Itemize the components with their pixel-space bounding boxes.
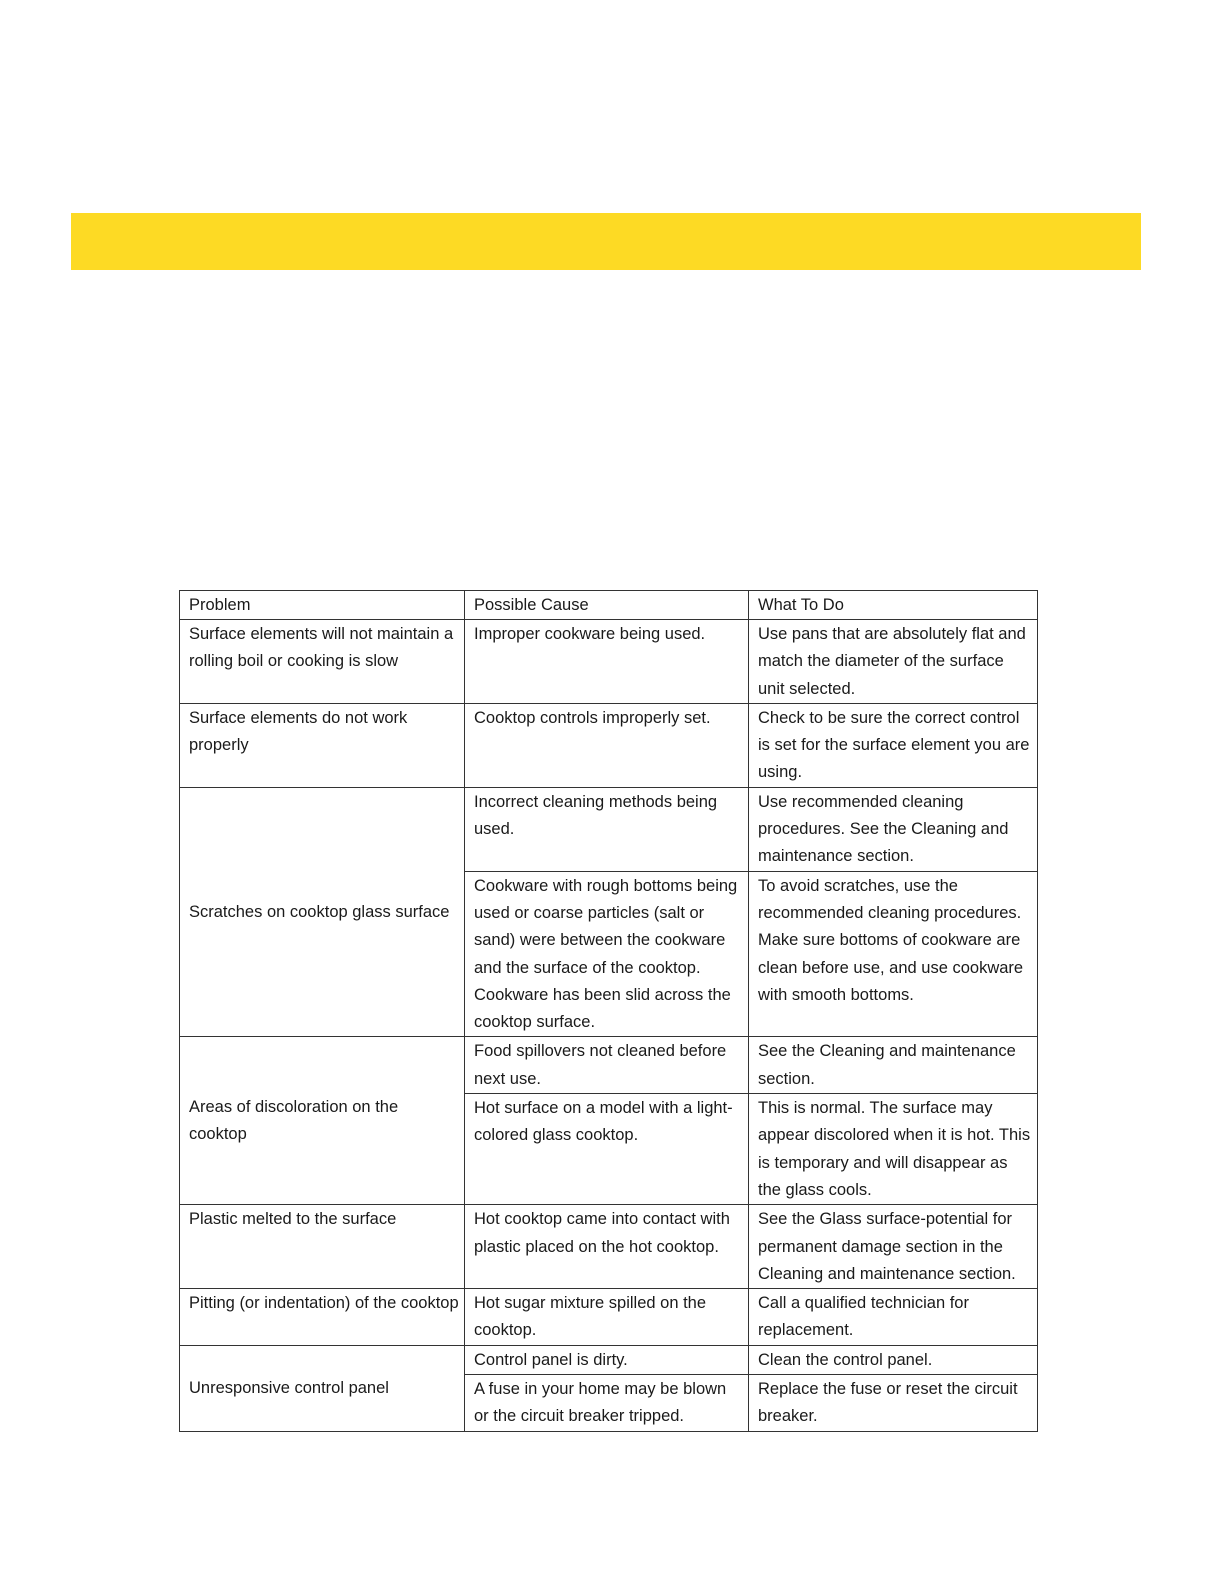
action-cell: Check to be sure the correct control is set for the surface element you are using. [749, 703, 1038, 787]
cause-cell: Hot cooktop came into contact with plastic placed on the hot cooktop. [465, 1205, 749, 1289]
table-header-row [180, 591, 1038, 620]
header-what-to-do: What To Do [749, 591, 1038, 620]
section-header-band [71, 213, 1141, 270]
cause-cell: Cookware with rough bottoms being used or coarse particles (salt or sand) were between the cookware and the surface of the cooktop. Cookware has been slid across the cooktop surface. [465, 871, 749, 1037]
action-cell: Use pans that are absolutely flat and match the diameter of the surface unit selected. [749, 620, 1038, 704]
troubleshooting-table [179, 590, 1038, 1432]
header-problem: Problem [180, 591, 465, 620]
action-cell: This is normal. The surface may appear discolored when it is hot. This is temporary and will disappear as the glass cools. [749, 1094, 1038, 1205]
table-row [180, 1037, 1038, 1094]
table-row [180, 620, 1038, 704]
problem-cell: Surface elements will not maintain a rolling boil or cooking is slow [180, 620, 465, 704]
table-row [180, 1345, 1038, 1374]
action-cell: Use recommended cleaning procedures. See the Cleaning and maintenance section. [749, 787, 1038, 871]
problem-cell: Surface elements do not work properly [180, 703, 465, 787]
cause-cell: Incorrect cleaning methods being used. [465, 787, 749, 871]
table-row [180, 703, 1038, 787]
cause-cell: Improper cookware being used. [465, 620, 749, 704]
cause-cell: Food spillovers not cleaned before next use. [465, 1037, 749, 1094]
problem-cell: Scratches on cooktop glass surface [180, 787, 465, 1037]
table-row [180, 1205, 1038, 1289]
action-cell: See the Cleaning and maintenance section. [749, 1037, 1038, 1094]
header-possible-cause: Possible Cause [465, 591, 749, 620]
cause-cell: A fuse in your home may be blown or the circuit breaker tripped. [465, 1375, 749, 1432]
table-row [180, 787, 1038, 871]
problem-cell: Unresponsive control panel [180, 1345, 465, 1431]
action-cell: To avoid scratches, use the recommended cleaning procedures. Make sure bottoms of cookware are clean before use, and use cookware with smooth bottoms. [749, 871, 1038, 1037]
action-cell: See the Glass surface-potential for permanent damage section in the Cleaning and maintenance section. [749, 1205, 1038, 1289]
action-cell: Replace the fuse or reset the circuit breaker. [749, 1375, 1038, 1432]
cause-cell: Control panel is dirty. [465, 1345, 749, 1374]
action-cell: Call a qualified technician for replacement. [749, 1289, 1038, 1346]
cause-cell: Hot surface on a model with a light-colored glass cooktop. [465, 1094, 749, 1205]
action-cell: Clean the control panel. [749, 1345, 1038, 1374]
problem-cell: Pitting (or indentation) of the cooktop [180, 1289, 465, 1346]
cause-cell: Cooktop controls improperly set. [465, 703, 749, 787]
table-row [180, 1289, 1038, 1346]
cause-cell: Hot sugar mixture spilled on the cooktop. [465, 1289, 749, 1346]
problem-cell: Plastic melted to the surface [180, 1205, 465, 1289]
problem-cell: Areas of discoloration on the cooktop [180, 1037, 465, 1205]
